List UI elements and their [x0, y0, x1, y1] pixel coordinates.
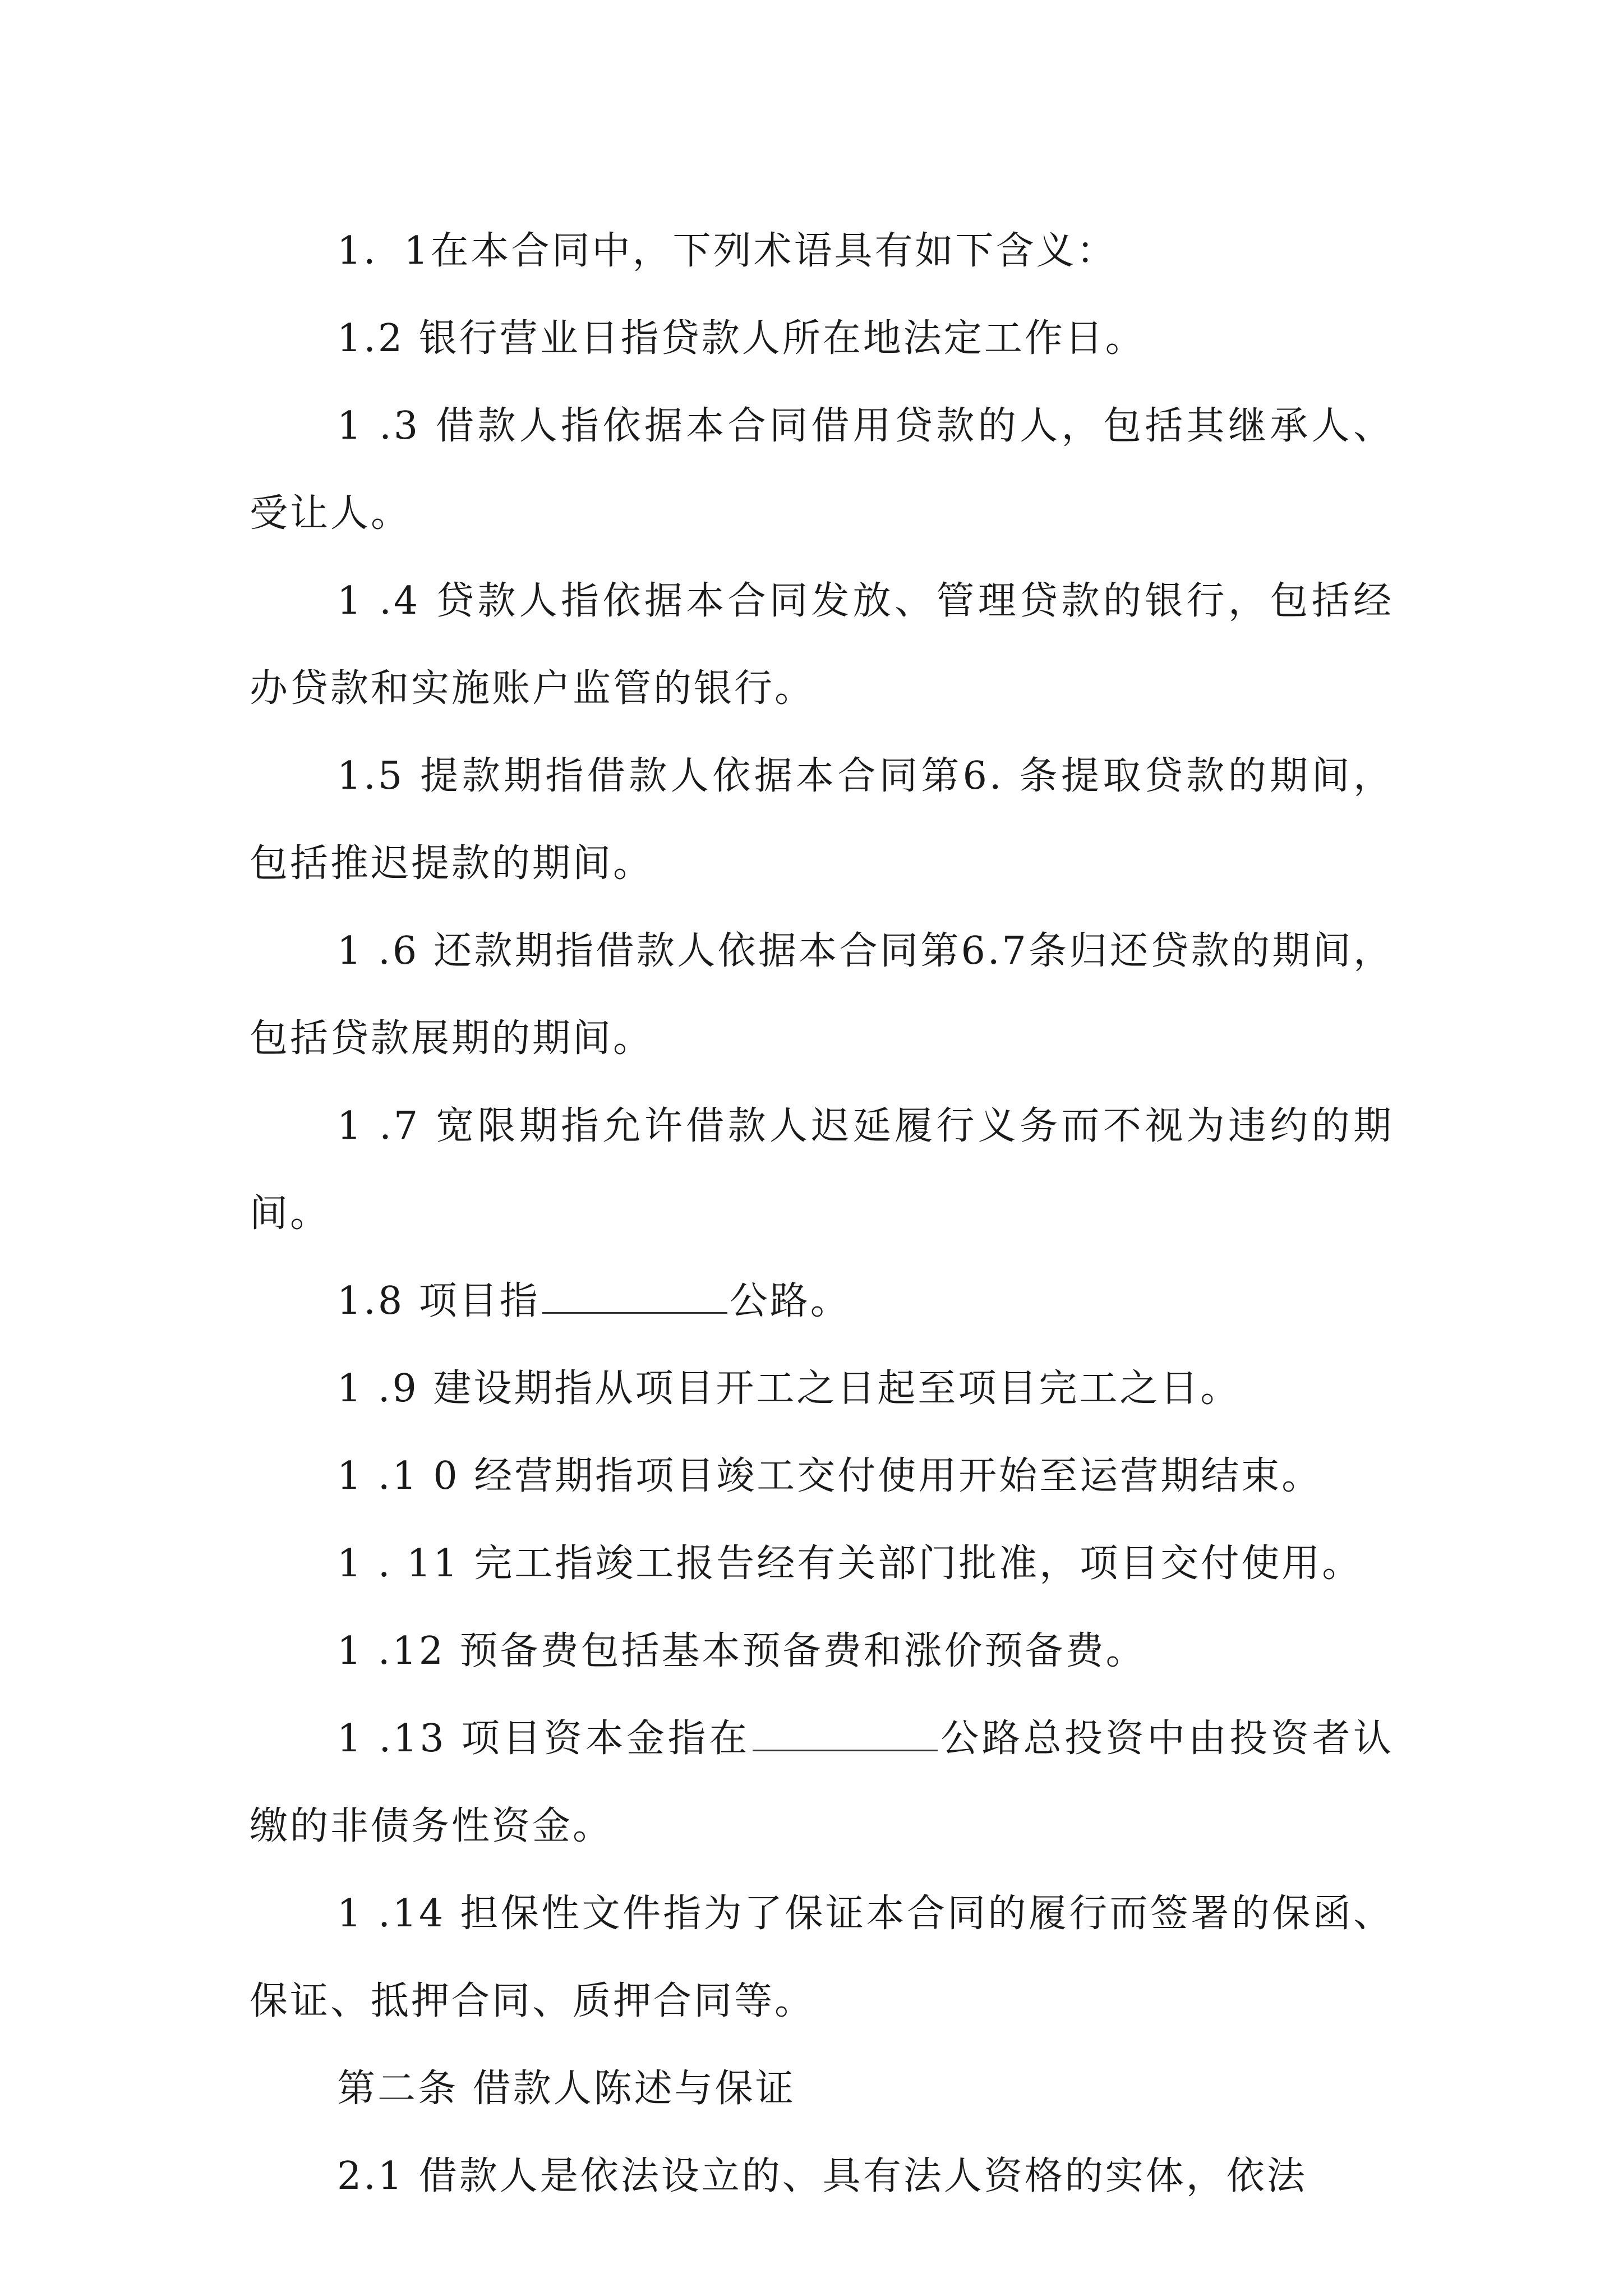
paragraph-1-12: 1 .12 预备费包括基本预备费和涨价预备费。: [337, 1629, 1146, 1673]
paragraph-1-8-after: 公路。: [729, 1279, 851, 1323]
fill-in-blank: [753, 1716, 938, 1751]
paragraph-1-11: 1 . 11 完工指竣工报告经有关部门批准，项目交付使用。: [337, 1542, 1363, 1586]
paragraph-1-8-before: 1.8 项目指: [337, 1279, 540, 1323]
paragraph-1-13-before: 1 .13 项目资本金指在: [337, 1717, 750, 1761]
paragraph-2-1: 2.1 借款人是依法设立的、具有法人资格的实体，依法: [337, 2154, 1307, 2198]
paragraph-1-13: [250, 1695, 1394, 1870]
article-2-heading: 第二条 借款人陈述与保证: [337, 2067, 796, 2111]
paragraph-1-8: [250, 1258, 1394, 1345]
paragraph-1-3: 1 .3 借款人指依据本合同借用贷款的人，包括其继承人、受让人。: [250, 404, 1394, 536]
paragraph-1-5: 1.5 提款期指借款人依据本合同第6. 条提取贷款的期间，包括推迟提款的期间。: [250, 754, 1394, 886]
paragraph-1-7: 1 .7 宽限期指允许借款人迟延履行义务而不视为违约的期间。: [250, 1104, 1394, 1236]
paragraph-1-2: 1.2 银行营业日指贷款人所在地法定工作日。: [337, 316, 1146, 361]
paragraph-1-10: 1 .1 0 经营期指项目竣工交付使用开始至运营期结束。: [337, 1454, 1322, 1498]
document-body: [250, 208, 1394, 2220]
fill-in-blank: [542, 1278, 727, 1314]
paragraph-1-6: 1 .6 还款期指借款人依据本合同第6.7条归还贷款的期间，包括贷款展期的期间。: [250, 929, 1394, 1061]
paragraph-1-9: 1 .9 建设期指从项目开工之日起至项目完工之日。: [337, 1366, 1241, 1411]
paragraph-1-13-after: 公路总投资中由投资者认缴的非债务性资金。: [250, 1717, 1394, 1848]
paragraph-1-1: 1．1在本合同中，下列术语具有如下含义：: [337, 229, 1117, 273]
paragraph-1-14: 1 .14 担保性文件指为了保证本合同的履行而签署的保函、保证、抵押合同、质押合同等。: [250, 1892, 1394, 2023]
paragraph-1-4: 1 .4 贷款人指依据本合同发放、管理贷款的银行，包括经办贷款和实施账户监管的银行。: [250, 579, 1394, 711]
